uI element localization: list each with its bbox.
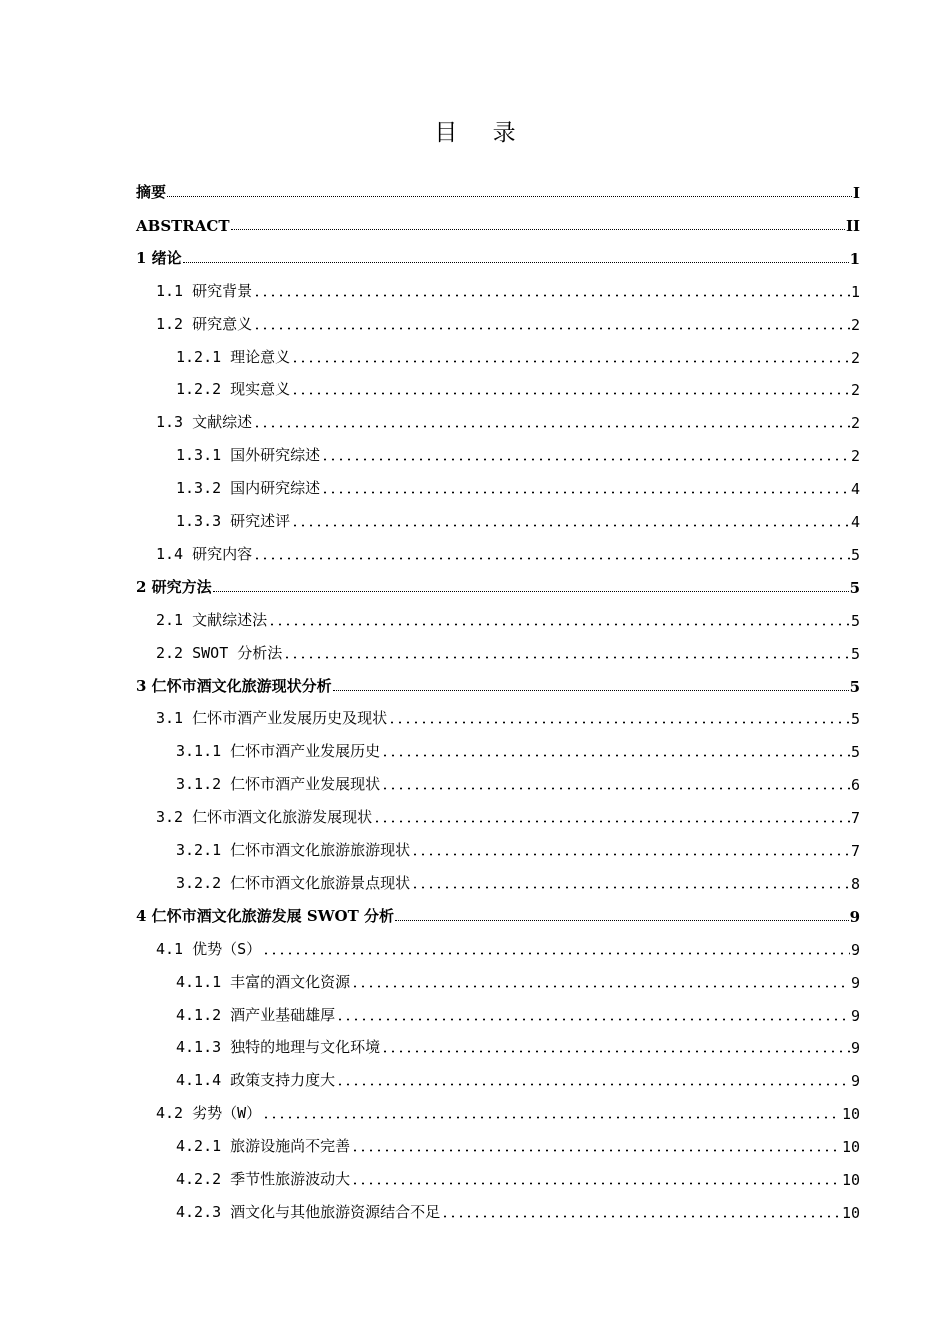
toc-entry-label: 1.2.1 理论意义 bbox=[176, 347, 291, 366]
toc-dot-leader bbox=[373, 820, 850, 823]
toc-entry[interactable] bbox=[176, 1029, 860, 1057]
toc-entry-page: II bbox=[845, 216, 860, 235]
toc-entry-label: 4.2.1 旅游设施尚不完善 bbox=[176, 1137, 351, 1156]
toc-dot-leader bbox=[333, 689, 849, 691]
toc-entry[interactable] bbox=[176, 1194, 860, 1222]
toc-entry[interactable] bbox=[176, 437, 860, 465]
toc-entry-label: 3 仁怀市酒文化旅游现状分析 bbox=[136, 676, 332, 695]
toc-dot-leader bbox=[336, 1083, 850, 1086]
toc-dot-leader bbox=[351, 1182, 841, 1185]
toc-entry-page: 8 bbox=[850, 874, 860, 893]
toc-entry[interactable] bbox=[156, 273, 860, 301]
toc-entry-label: 1.2 研究意义 bbox=[156, 314, 253, 333]
toc-entry-page: 10 bbox=[841, 1105, 860, 1124]
toc-entry-label: 4.1.3 独特的地理与文化环境 bbox=[176, 1038, 381, 1057]
toc-entry-page: 7 bbox=[850, 842, 860, 860]
toc-entry-label: 4.2 劣势（W） bbox=[156, 1104, 262, 1123]
toc-entry-page: 5 bbox=[850, 545, 860, 564]
toc-entry-label: 2 研究方法 bbox=[136, 577, 212, 596]
toc-entry[interactable] bbox=[176, 766, 860, 794]
toc-dot-leader bbox=[381, 787, 850, 790]
toc-entry[interactable] bbox=[176, 470, 860, 498]
toc-entry-page: 5 bbox=[850, 710, 860, 729]
toc-entry-label: ABSTRACT bbox=[136, 216, 230, 235]
toc-entry-label: 1.1 研究背景 bbox=[156, 281, 253, 300]
toc-entry[interactable] bbox=[176, 1161, 860, 1189]
toc-entry-page: 5 bbox=[850, 644, 860, 663]
toc-dot-leader bbox=[321, 491, 850, 494]
toc-entry-page: 1 bbox=[850, 282, 860, 301]
toc-entry-label: 4.2.3 酒文化与其他旅游资源结合不足 bbox=[176, 1202, 441, 1221]
toc-entry[interactable] bbox=[156, 404, 860, 432]
toc-entry-page: 10 bbox=[841, 1203, 860, 1222]
toc-dot-leader bbox=[183, 261, 849, 263]
toc-dot-leader bbox=[381, 1050, 850, 1053]
toc-entry-page: 9 bbox=[850, 1039, 860, 1058]
toc-entry-label: 4.1.4 政策支持力度大 bbox=[176, 1071, 336, 1090]
toc-entry[interactable] bbox=[176, 865, 860, 893]
toc-entry-page: 5 bbox=[850, 743, 860, 762]
toc-entry[interactable] bbox=[156, 1095, 860, 1123]
toc-entry[interactable] bbox=[176, 339, 860, 367]
toc-dot-leader bbox=[351, 1149, 841, 1152]
toc-entry-label: 4.1.1 丰富的酒文化资源 bbox=[176, 972, 351, 991]
toc-entry-label: 3.2.2 仁怀市酒文化旅游景点现状 bbox=[176, 873, 411, 892]
toc-dot-leader bbox=[268, 623, 850, 626]
toc-entry[interactable] bbox=[136, 668, 860, 696]
toc-entry[interactable] bbox=[176, 997, 860, 1025]
toc-entry-page: 6 bbox=[850, 776, 860, 795]
toc-entry-label: 1.3.1 国外研究综述 bbox=[176, 446, 321, 465]
toc-entry-page: 9 bbox=[850, 1006, 860, 1025]
toc-entry-page: 1 bbox=[849, 249, 860, 268]
toc-entry-page: 2 bbox=[850, 315, 860, 334]
toc-dot-leader bbox=[388, 721, 850, 724]
toc-dot-leader bbox=[253, 557, 850, 560]
toc-entry-label: 1.4 研究内容 bbox=[156, 544, 253, 563]
toc-entry-label: 2.1 文献综述法 bbox=[156, 610, 268, 629]
toc-dot-leader bbox=[253, 425, 850, 428]
toc-entry-page: 7 bbox=[850, 809, 860, 828]
toc-entry-label: 摘要 bbox=[136, 183, 167, 201]
toc-dot-leader bbox=[291, 392, 850, 395]
toc-entry[interactable] bbox=[156, 799, 860, 827]
toc-dot-leader bbox=[395, 919, 849, 921]
toc-dot-leader bbox=[336, 1018, 850, 1021]
toc-entry-label: 3.1 仁怀市酒产业发展历史及现状 bbox=[156, 709, 388, 728]
toc-dot-leader bbox=[381, 754, 850, 757]
toc-entry-page: I bbox=[852, 184, 860, 202]
toc-entry[interactable] bbox=[136, 898, 860, 926]
toc-entry-page: 9 bbox=[850, 940, 860, 959]
toc-dot-leader bbox=[411, 886, 850, 889]
toc-entry[interactable] bbox=[176, 1128, 860, 1156]
toc-entry[interactable] bbox=[136, 240, 860, 268]
toc-entry-label: 4.1.2 酒产业基础雄厚 bbox=[176, 1005, 336, 1024]
toc-entry-label: 1.2.2 现实意义 bbox=[176, 380, 291, 399]
toc-entry[interactable] bbox=[136, 174, 860, 202]
toc-dot-leader bbox=[262, 952, 850, 955]
toc-entry-label: 1 绪论 bbox=[136, 248, 182, 267]
toc-dot-leader bbox=[411, 853, 850, 856]
toc-entry-label: 1.3 文献综述 bbox=[156, 413, 253, 432]
toc-entry[interactable] bbox=[156, 635, 860, 663]
toc-dot-leader bbox=[213, 590, 849, 592]
toc-dot-leader bbox=[351, 985, 850, 988]
toc-dot-leader bbox=[253, 327, 850, 330]
toc-entry-page: 9 bbox=[850, 1072, 860, 1091]
toc-entry[interactable] bbox=[136, 569, 860, 597]
toc-entry[interactable] bbox=[176, 832, 860, 860]
toc-entry[interactable] bbox=[176, 733, 860, 761]
toc-dot-leader bbox=[253, 294, 850, 297]
toc-entry-label: 4 仁怀市酒文化旅游发展 SWOT 分析 bbox=[136, 906, 395, 925]
toc-entry-label: 2.2 SWOT 分析法 bbox=[156, 643, 283, 662]
toc-entry-label: 1.3.3 研究述评 bbox=[176, 512, 291, 530]
toc-entry-label: 3.2 仁怀市酒文化旅游发展现状 bbox=[156, 808, 373, 827]
toc-entry[interactable] bbox=[156, 602, 860, 630]
toc-entry[interactable] bbox=[176, 503, 860, 531]
toc-entry-page: 5 bbox=[849, 578, 860, 597]
toc-entry-page: 2 bbox=[850, 447, 860, 466]
toc-entry[interactable] bbox=[156, 536, 860, 564]
toc-entry-label: 1.3.2 国内研究综述 bbox=[176, 479, 321, 498]
toc-entry-page: 2 bbox=[850, 348, 860, 367]
toc-entry-page: 4 bbox=[850, 480, 860, 499]
toc-entry-label: 4.2.2 季节性旅游波动大 bbox=[176, 1170, 351, 1188]
toc-dot-leader bbox=[167, 195, 852, 197]
toc-entry-page: 9 bbox=[849, 907, 860, 926]
toc-dot-leader bbox=[291, 524, 850, 527]
toc-dot-leader bbox=[231, 228, 845, 230]
toc-entry-page: 2 bbox=[850, 414, 860, 433]
toc-entry-page: 10 bbox=[841, 1171, 860, 1189]
toc-dot-leader bbox=[283, 656, 850, 659]
toc-entry[interactable] bbox=[176, 371, 860, 399]
toc-entry-page: 2 bbox=[850, 381, 860, 400]
toc-entry-page: 9 bbox=[850, 973, 860, 992]
toc-entry[interactable] bbox=[156, 931, 860, 959]
toc-entry[interactable] bbox=[176, 964, 860, 992]
toc-entry[interactable] bbox=[156, 700, 860, 728]
toc-title: 目 录 bbox=[434, 120, 530, 146]
toc-entry-label: 3.1.2 仁怀市酒产业发展现状 bbox=[176, 775, 381, 794]
toc-entry[interactable] bbox=[156, 306, 860, 334]
toc-entry[interactable] bbox=[136, 207, 860, 235]
toc-entry[interactable] bbox=[176, 1062, 860, 1090]
toc-entry-page: 4 bbox=[850, 513, 860, 531]
toc-dot-leader bbox=[291, 360, 850, 363]
toc-dot-leader bbox=[262, 1116, 841, 1119]
toc-entry-label: 4.1 优势（S） bbox=[156, 939, 262, 958]
toc-dot-leader bbox=[441, 1215, 841, 1218]
toc-entry-page: 10 bbox=[841, 1138, 860, 1157]
toc-entry-page: 5 bbox=[850, 611, 860, 630]
toc-entry-page: 5 bbox=[849, 677, 860, 696]
toc-entry-label: 3.2.1 仁怀市酒文化旅游旅游现状 bbox=[176, 841, 411, 859]
toc-dot-leader bbox=[321, 458, 850, 461]
toc-entry-label: 3.1.1 仁怀市酒产业发展历史 bbox=[176, 742, 381, 761]
